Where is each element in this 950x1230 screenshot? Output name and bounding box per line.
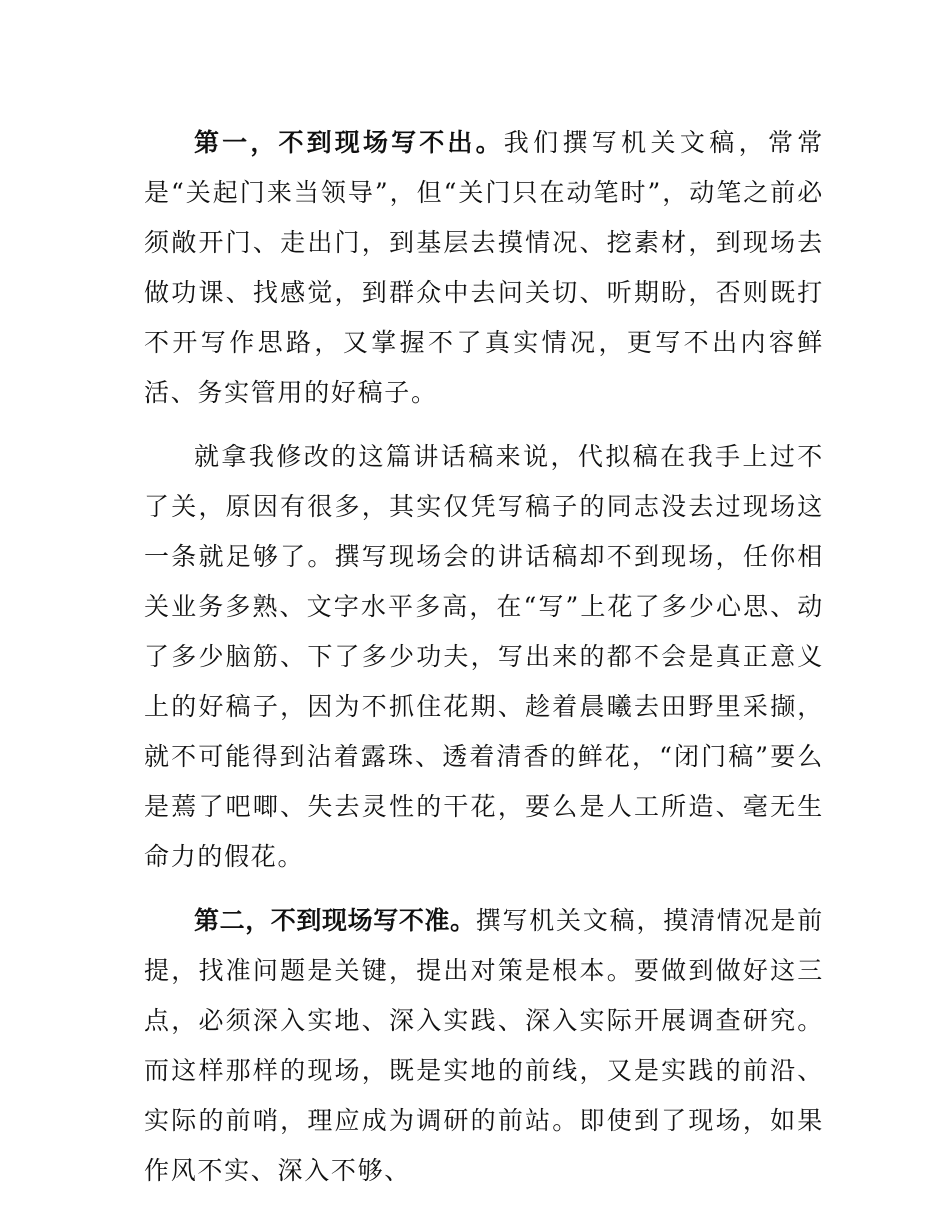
paragraph-2 xyxy=(144,432,824,882)
paragraph-3-body: 撰写机关文稿，摸清情况是前提，找准问题是关键，提出对策是根本。要做到做好这三点，必须深入实地、深入实践、深入实际开展调查研究。而这样那样的现场，既是实地的前线，又是实践的前沿、实际的前哨，理应成为调研的前站。即使到了现场，如果作风不实、深入不够、 xyxy=(144,906,824,1185)
paragraph-1 xyxy=(144,118,824,418)
paragraph-1-body: 我们撰写机关文稿，常常是“关起门来当领导”，但“关门只在动笔时”，动笔之前必须敞开门、走出门，到基层去摸情况、挖素材，到现场去做功课、找感觉，到群众中去问关切、听期盼，否则既打不开写作思路，又掌握不了真实情况，更写不出内容鲜活、务实管用的好稿子。 xyxy=(144,128,824,407)
paragraph-3 xyxy=(144,896,824,1196)
paragraph-2-body: 就拿我修改的这篇讲话稿来说，代拟稿在我手上过不了关，原因有很多，其实仅凭写稿子的同志没去过现场这一条就足够了。撰写现场会的讲话稿却不到现场，任你相关业务多熟、文字水平多高，在“写”上花了多少心思、动了多少脑筋、下了多少功夫，写出来的都不会是真正意义上的好稿子，因为不抓住花期、趁着晨曦去田野里采撷，就不可能得到沾着露珠、透着清香的鲜花，“闭门稿”要么是蔫了吧唧、失去灵性的干花，要么是人工所造、毫无生命力的假花。 xyxy=(144,442,824,871)
document-page xyxy=(144,118,824,1196)
paragraph-1-heading: 第一，不到现场写不出。 xyxy=(194,128,504,157)
paragraph-3-heading: 第二，不到现场写不准。 xyxy=(194,906,476,935)
